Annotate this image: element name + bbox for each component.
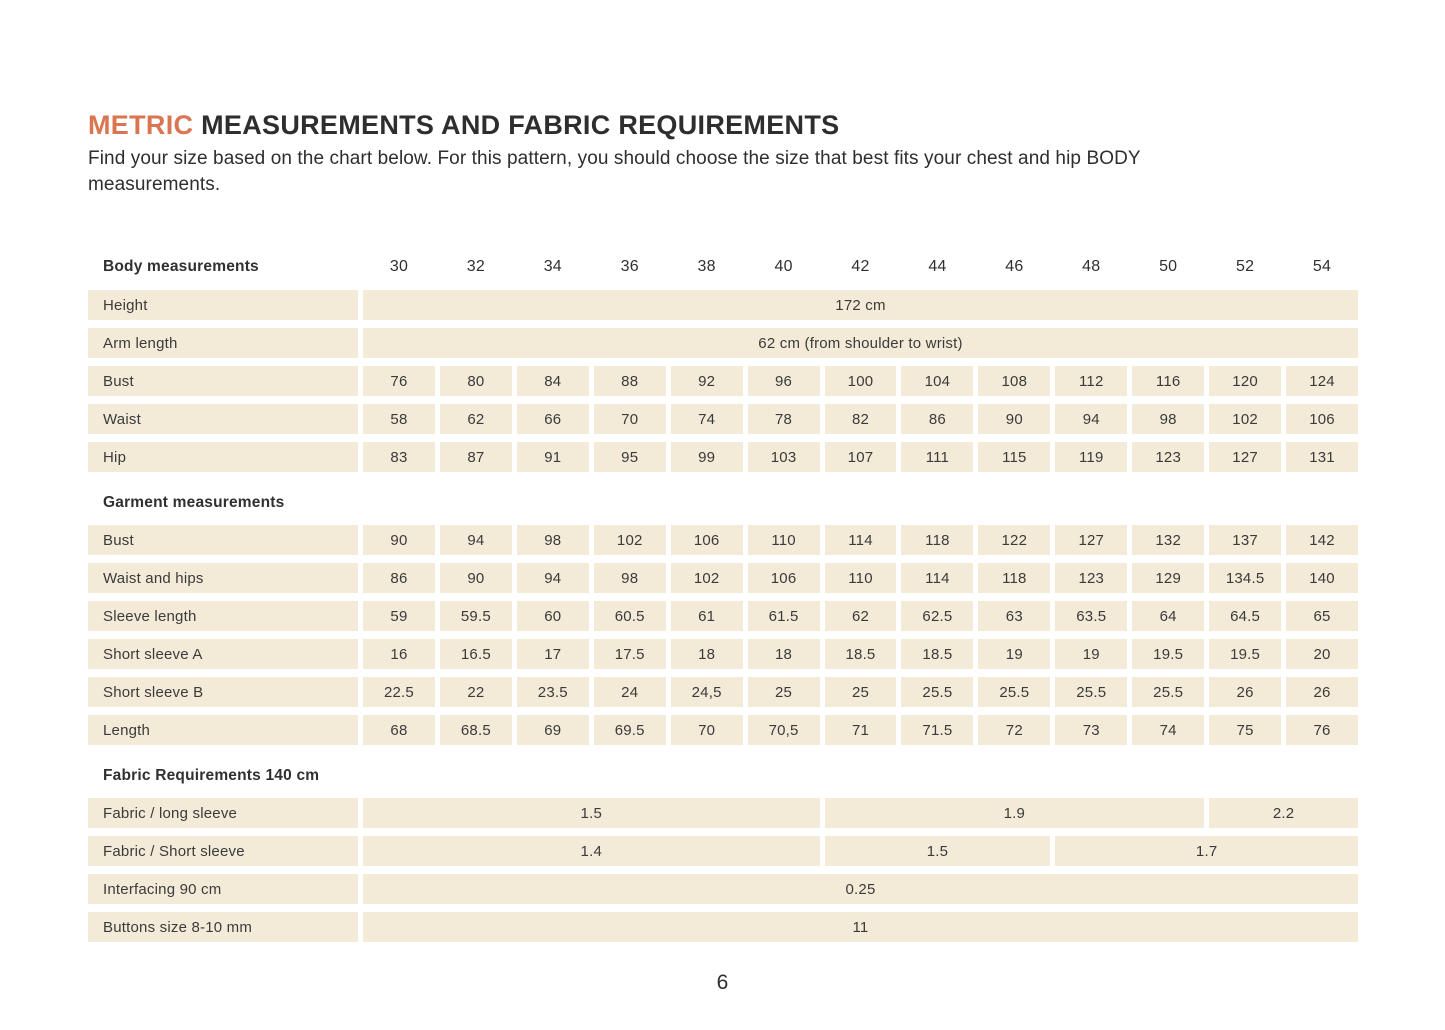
measurement-row [88,404,1358,434]
measurement-row [88,442,1358,472]
size-column-label: 38 [697,258,716,275]
value-cell: 110 [825,563,897,593]
value-cell: 132 [1132,525,1204,555]
value-cell: 95 [594,442,666,472]
value-cell: 24 [594,677,666,707]
value-cell: 90 [978,404,1050,434]
value-cell: 119 [1055,442,1127,472]
value-cell: 74 [1132,715,1204,745]
value-cell: 11 [363,912,1358,942]
value-cell: 58 [363,404,435,434]
value-cell: 62 cm (from shoulder to wrist) [363,328,1358,358]
value-cell: 74 [671,404,743,434]
value-cell: 16.5 [440,639,512,669]
row-label: Waist and hips [88,563,358,593]
value-cell: 62 [825,601,897,631]
value-cell: 20 [1286,639,1358,669]
measurement-row [88,836,1358,866]
value-cell: 124 [1286,366,1358,396]
value-cell: 23.5 [517,677,589,707]
size-column-label: 36 [620,258,639,275]
value-cell: 19 [978,639,1050,669]
value-cell: 2.2 [1209,798,1358,828]
value-cell: 19.5 [1209,639,1281,669]
value-cell: 112 [1055,366,1127,396]
title-rest: MEASUREMENTS AND FABRIC REQUIREMENTS [201,110,840,140]
value-cell: 59.5 [440,601,512,631]
value-cell: 111 [901,442,973,472]
title-highlight: METRIC [88,110,194,140]
value-cell: 172 cm [363,290,1358,320]
value-cell: 16 [363,639,435,669]
value-cell: 108 [978,366,1050,396]
value-cell: 22 [440,677,512,707]
size-table [88,252,1358,950]
value-cell: 80 [440,366,512,396]
size-column-label: 42 [851,258,870,275]
value-cell: 131 [1286,442,1358,472]
value-cell: 86 [901,404,973,434]
value-cell: 25 [825,677,897,707]
value-cell: 86 [363,563,435,593]
measurement-row [88,563,1358,593]
value-cell: 94 [440,525,512,555]
size-column-label: 44 [928,258,947,275]
value-cell: 94 [1055,404,1127,434]
value-cell: 96 [748,366,820,396]
value-cell: 137 [1209,525,1281,555]
row-label: Fabric / long sleeve [88,798,358,828]
row-label: Bust [88,366,358,396]
value-cell: 103 [748,442,820,472]
value-cell: 19.5 [1132,639,1204,669]
size-column-label: 40 [774,258,793,275]
value-cell: 1.7 [1055,836,1358,866]
value-cell: 25.5 [1055,677,1127,707]
value-cell: 118 [978,563,1050,593]
value-cell: 71.5 [901,715,973,745]
value-cell: 18 [671,639,743,669]
section-header: Fabric Requirements 140 cm [103,766,320,784]
value-cell: 66 [517,404,589,434]
measurement-row [88,677,1358,707]
value-cell: 83 [363,442,435,472]
value-cell: 0.25 [363,874,1358,904]
value-cell: 90 [440,563,512,593]
measurement-row [88,639,1358,669]
value-cell: 61 [671,601,743,631]
value-cell: 91 [517,442,589,472]
row-label: Interfacing 90 cm [88,874,358,904]
value-cell: 114 [825,525,897,555]
value-cell: 25.5 [978,677,1050,707]
value-cell: 25.5 [1132,677,1204,707]
measurement-row [88,525,1358,555]
row-label: Length [88,715,358,745]
size-column-label: 30 [389,258,409,275]
value-cell: 25.5 [901,677,973,707]
value-cell: 19 [1055,639,1127,669]
value-cell: 78 [748,404,820,434]
value-cell: 106 [1286,404,1358,434]
value-cell: 82 [825,404,897,434]
value-cell: 70 [594,404,666,434]
value-cell: 70 [671,715,743,745]
value-cell: 1.5 [825,836,1051,866]
value-cell: 115 [978,442,1050,472]
value-cell: 63.5 [1055,601,1127,631]
row-label: Arm length [88,328,358,358]
value-cell: 127 [1055,525,1127,555]
value-cell: 127 [1209,442,1281,472]
measurement-row [88,912,1358,942]
value-cell: 76 [1286,715,1358,745]
value-cell: 87 [440,442,512,472]
size-column-label: 34 [543,258,562,275]
value-cell: 69.5 [594,715,666,745]
value-cell: 104 [901,366,973,396]
measurement-row [88,366,1358,396]
value-cell: 63 [978,601,1050,631]
value-cell: 92 [671,366,743,396]
row-label: Buttons size 8-10 mm [88,912,358,942]
size-column-label: 32 [466,258,485,275]
measurement-row [88,601,1358,631]
value-cell: 1.9 [825,798,1205,828]
value-cell: 90 [363,525,435,555]
page-title [88,110,839,140]
value-cell: 114 [901,563,973,593]
size-column-label: 46 [1005,258,1024,275]
row-label: Hip [88,442,358,472]
value-cell: 94 [517,563,589,593]
value-cell: 26 [1286,677,1358,707]
measurement-row [88,290,1358,320]
value-cell: 62.5 [901,601,973,631]
row-label: Sleeve length [88,601,358,631]
value-cell: 102 [671,563,743,593]
value-cell: 120 [1209,366,1281,396]
value-cell: 118 [901,525,973,555]
intro-text: Find your size based on the chart below. For this pattern, you should choose the size that best fits your chest and hip BODY measurements. [88,148,1141,195]
value-cell: 18.5 [901,639,973,669]
value-cell: 84 [517,366,589,396]
value-cell: 17.5 [594,639,666,669]
row-label: Fabric / Short sleeve [88,836,358,866]
row-label: Height [88,290,358,320]
value-cell: 106 [671,525,743,555]
value-cell: 71 [825,715,897,745]
measurement-row [88,798,1358,828]
value-cell: 69 [517,715,589,745]
value-cell: 129 [1132,563,1204,593]
size-header-label: Body measurements [103,258,259,275]
row-label: Waist [88,404,358,434]
value-cell: 102 [1209,404,1281,434]
size-column-label: 50 [1159,258,1178,275]
size-column-label: 48 [1082,258,1101,275]
value-cell: 73 [1055,715,1127,745]
value-cell: 75 [1209,715,1281,745]
measurement-row [88,328,1358,358]
value-cell: 98 [517,525,589,555]
measurement-row [88,874,1358,904]
value-cell: 88 [594,366,666,396]
value-cell: 24,5 [671,677,743,707]
value-cell: 122 [978,525,1050,555]
value-cell: 64.5 [1209,601,1281,631]
row-label: Short sleeve B [88,677,358,707]
value-cell: 98 [1132,404,1204,434]
value-cell: 60.5 [594,601,666,631]
value-cell: 123 [1055,563,1127,593]
value-cell: 18 [748,639,820,669]
value-cell: 142 [1286,525,1358,555]
value-cell: 65 [1286,601,1358,631]
row-label: Bust [88,525,358,555]
size-column-label: 54 [1312,258,1332,275]
value-cell: 62 [440,404,512,434]
value-cell: 26 [1209,677,1281,707]
value-cell: 72 [978,715,1050,745]
value-cell: 68.5 [440,715,512,745]
value-cell: 106 [748,563,820,593]
value-cell: 17 [517,639,589,669]
value-cell: 107 [825,442,897,472]
size-column-label: 52 [1236,258,1255,275]
value-cell: 134.5 [1209,563,1281,593]
value-cell: 123 [1132,442,1204,472]
value-cell: 76 [363,366,435,396]
value-cell: 116 [1132,366,1204,396]
value-cell: 98 [594,563,666,593]
value-cell: 18.5 [825,639,897,669]
value-cell: 68 [363,715,435,745]
size-header-row [88,252,1358,282]
value-cell: 70,5 [748,715,820,745]
page-number: 6 [716,971,729,994]
value-cell: 25 [748,677,820,707]
section-header: Garment measurements [103,493,285,511]
value-cell: 140 [1286,563,1358,593]
value-cell: 59 [363,601,435,631]
value-cell: 100 [825,366,897,396]
value-cell: 61.5 [748,601,820,631]
value-cell: 64 [1132,601,1204,631]
row-label: Short sleeve A [88,639,358,669]
value-cell: 1.4 [363,836,820,866]
measurement-row [88,715,1358,745]
value-cell: 110 [748,525,820,555]
value-cell: 1.5 [363,798,820,828]
value-cell: 102 [594,525,666,555]
value-cell: 22.5 [363,677,435,707]
value-cell: 60 [517,601,589,631]
value-cell: 99 [671,442,743,472]
